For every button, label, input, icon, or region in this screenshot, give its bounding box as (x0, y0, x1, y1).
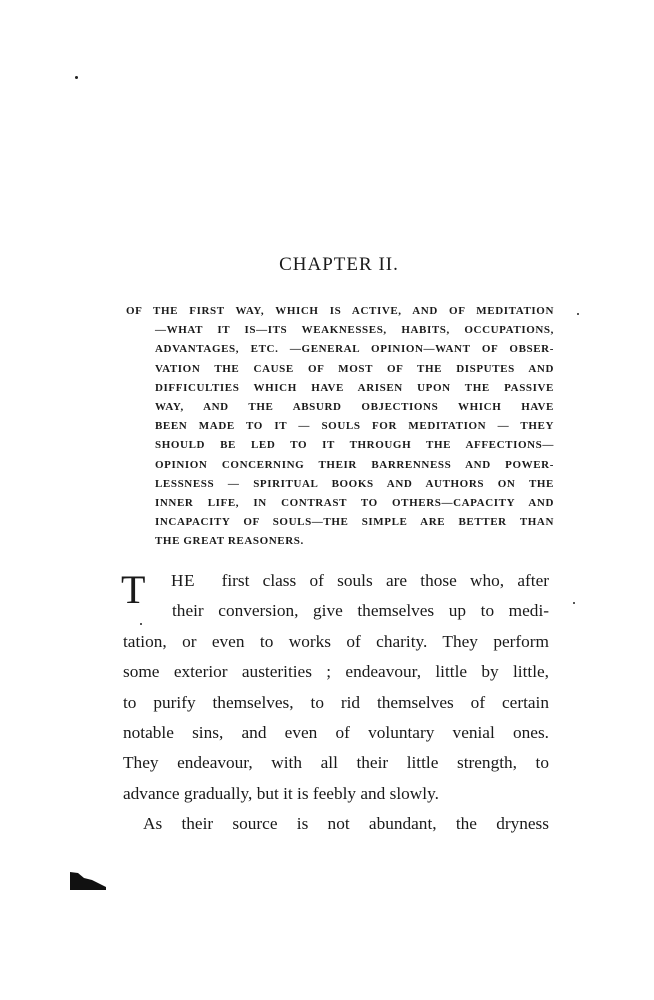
synopsis-line: INCAPACITY OF SOULS—THE SIMPLE ARE BETTER THAN (155, 516, 554, 529)
body-text (123, 566, 549, 840)
first-word-rest: HE (171, 571, 196, 590)
chapter-title: CHAPTER II. (279, 254, 399, 275)
synopsis-line: SHOULD BE LED TO IT THROUGH THE AFFECTIONS— (155, 439, 554, 452)
body-line: their conversion, give themselves up to medi- (172, 601, 549, 621)
chapter-synopsis (126, 302, 554, 552)
body-line: tation, or even to works of charity. They perform (123, 631, 549, 651)
body-line: They endeavour, with all their little strength, to (123, 753, 549, 773)
synopsis-line: DIFFICULTIES WHICH HAVE ARISEN UPON THE PASSIVE (155, 381, 554, 394)
print-speck (573, 602, 575, 604)
synopsis-line: OPINION CONCERNING THEIR BARRENNESS AND POWER- (155, 458, 554, 471)
body-line: notable sins, and even of voluntary venial ones. (123, 723, 549, 743)
synopsis-line: ADVANTAGES, ETC. —GENERAL OPINION—WANT OF OBSER- (155, 343, 554, 356)
synopsis-line: OF THE FIRST WAY, WHICH IS ACTIVE, AND OF MEDITATION (126, 305, 554, 317)
drop-cap: T (121, 567, 146, 612)
body-line (123, 566, 549, 596)
synopsis-line: WAY, AND THE ABSURD OBJECTIONS WHICH HAVE (155, 401, 554, 414)
body-line: to purify themselves, to rid themselves of certain (123, 692, 549, 712)
synopsis-line: VATION THE CAUSE OF MOST OF THE DISPUTES AND (155, 362, 554, 375)
print-speck (577, 313, 579, 315)
synopsis-line: —WHAT IT IS—ITS WEAKNESSES, HABITS, OCCUPATIONS, (155, 324, 554, 337)
body-line-text: first class of souls are those who, after (221, 571, 550, 590)
page-edge-mark (70, 872, 106, 890)
synopsis-line: BEEN MADE TO IT — SOULS FOR MEDITATION — THEY (155, 420, 554, 433)
body-line: As their source is not abundant, the dryness (143, 814, 549, 834)
synopsis-line: LESSNESS — SPIRITUAL BOOKS AND AUTHORS ON THE (155, 477, 554, 490)
synopsis-line: INNER LIFE, IN CONTRAST TO OTHERS—CAPACITY AND (155, 497, 554, 510)
body-line: some exterior austerities ; endeavour, little by little, (123, 662, 549, 682)
body-line: advance gradually, but it is feebly and slowly. (123, 783, 439, 803)
print-speck (75, 76, 78, 79)
synopsis-line: THE GREAT REASONERS. (155, 535, 304, 548)
